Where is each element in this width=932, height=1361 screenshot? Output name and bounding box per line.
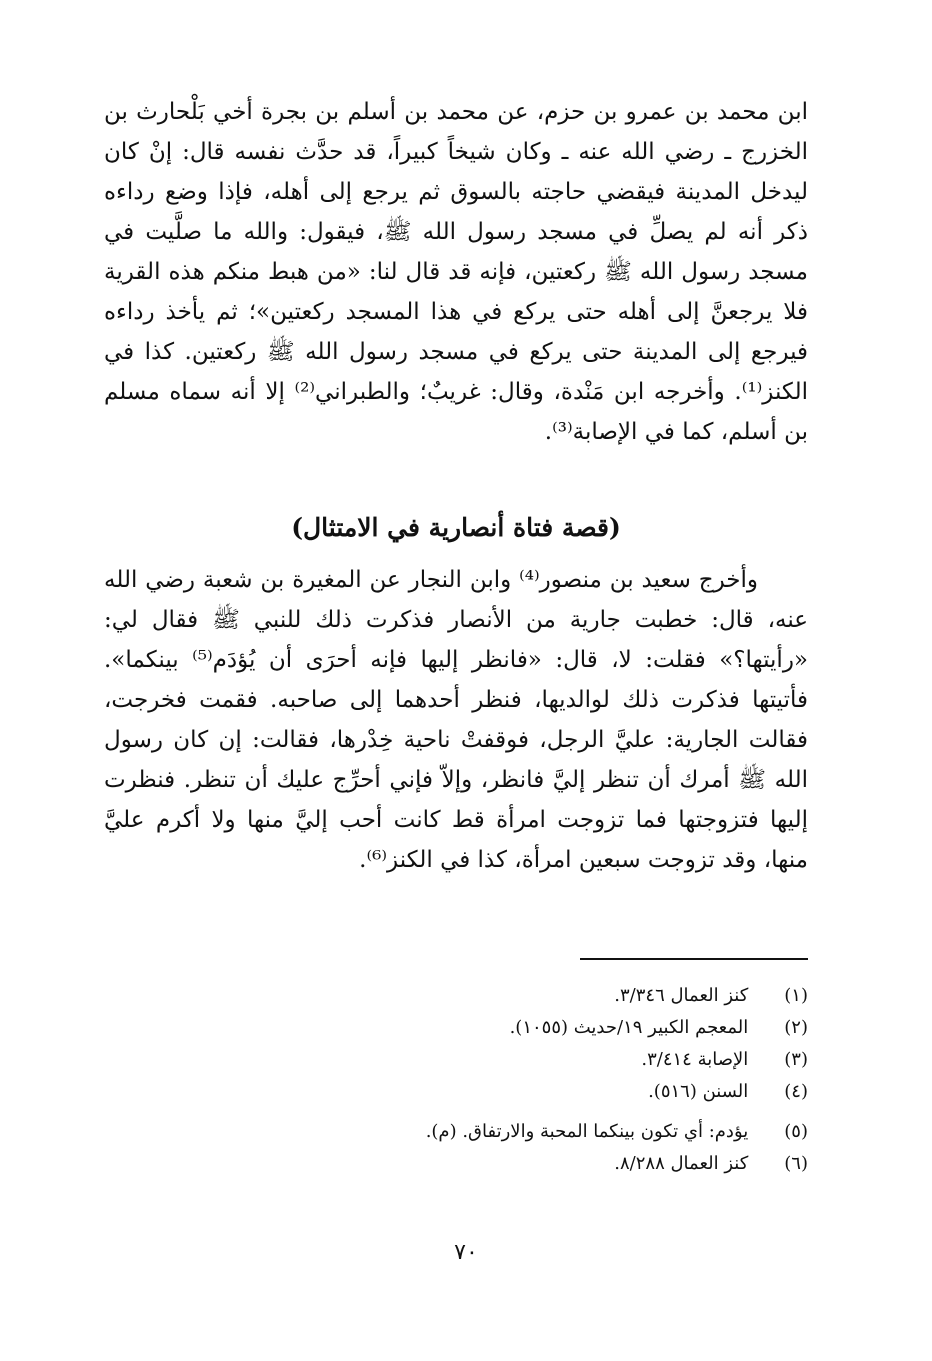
footnote-item [104, 980, 808, 1012]
footnote-number: (٣) [784, 1049, 808, 1070]
footnote-text: المعجم الكبير ١٩/حديث (١٠٥٥). [509, 1017, 749, 1038]
footnote-text: كنز العمال ٣/٣٤٦. [614, 985, 749, 1006]
body-paragraph-1: ابن محمد بن عمرو بن حزم، عن محمد بن أسلم بن بجرة أخي بَلْحارث بن الخزرج ـ رضي الله عنه ـ وكان شيخاً كبيراً، قد حدَّث نفسه قال: إنْ كان ليدخل المدينة فيقضي حاجته بالسوق ثم يرجع إلى أهله، فإذا وضع رداءه ذكر أنه لم يصلِّ في مسجد رسول الله ﷺ، فيقول: والله ما صلَّيت في مسجد رسول الله ﷺ ركعتين، فإنه قد قال لنا: «من هبط منكم هذه القرية فلا يرجعنَّ إلى أهله حتى يركع في هذا المسجد ركعتين»؛ ثم يأخذ رداءه فيرجع إلى المدينة حتى يركع في مسجد رسول الله ﷺ ركعتين. كذا في الكنز⁽¹⁾. وأخرجه ابن مَنْدة، وقال: غريبٌ؛ والطبراني⁽²⁾ إلا أنه سماه مسلم بن أسلم، كما في الإصابة⁽³⁾. [104, 99, 808, 445]
footnote-item [104, 1012, 808, 1044]
footnote-number: (٢) [784, 1017, 808, 1038]
footnote-text: السنن (٥١٦). [648, 1081, 749, 1102]
footnote-item [104, 1116, 808, 1148]
page-number: ٧٠ [454, 1240, 478, 1265]
footnote-number: (٦) [784, 1153, 808, 1174]
section-heading: (قصة فتاة أنصارية في الامتثال) [291, 513, 621, 542]
footnote-item [104, 1076, 808, 1108]
footnote-item [104, 1148, 808, 1180]
body-paragraph-2: وأخرج سعيد بن منصور⁽⁴⁾ وابن النجار عن المغيرة بن شعبة رضي الله عنه، قال: خطبت جارية من الأنصار فذكرت ذلك للنبي ﷺ فقال لي: «رأيتها؟» فقلت: لا، قال: «فانظر إليها فإنه أحرَى أن يُؤدَم⁽⁵⁾ بينكما». فأتيتها فذكرت ذلك لوالديها، فنظر أحدهما إلى صاحبه. فقمت فخرجت، فقالت الجارية: عليَّ الرجل، فوقفتْ ناحية خِدْرها، فقالت: إن كان رسول الله ﷺ أمرك أن تنظر إليَّ فانظر، وإلاّ فإني أحرِّج عليك أن تنظر. فنظرت إليها فتزوجتها فما تزوجت امرأة قط كانت أحب إليَّ منها ولا أكرم عليَّ منها، وقد تزوجت سبعين امرأة، كذا في الكنز⁽⁶⁾. [104, 567, 809, 873]
footnote-text: يؤدم: أي تكون بينكما المحبة والارتفاق. (م). [425, 1121, 749, 1142]
footnote-number: (١) [784, 985, 808, 1006]
footnote-item [104, 1044, 808, 1076]
footnote-text: الإصابة ٣/٤١٤. [641, 1049, 749, 1070]
footnote-number: (٤) [784, 1081, 808, 1102]
footnotes-list [104, 980, 808, 1180]
footnote-text: كنز العمال ٨/٢٨٨. [614, 1153, 749, 1174]
footnote-divider [580, 958, 808, 960]
footnote-number: (٥) [784, 1121, 808, 1142]
